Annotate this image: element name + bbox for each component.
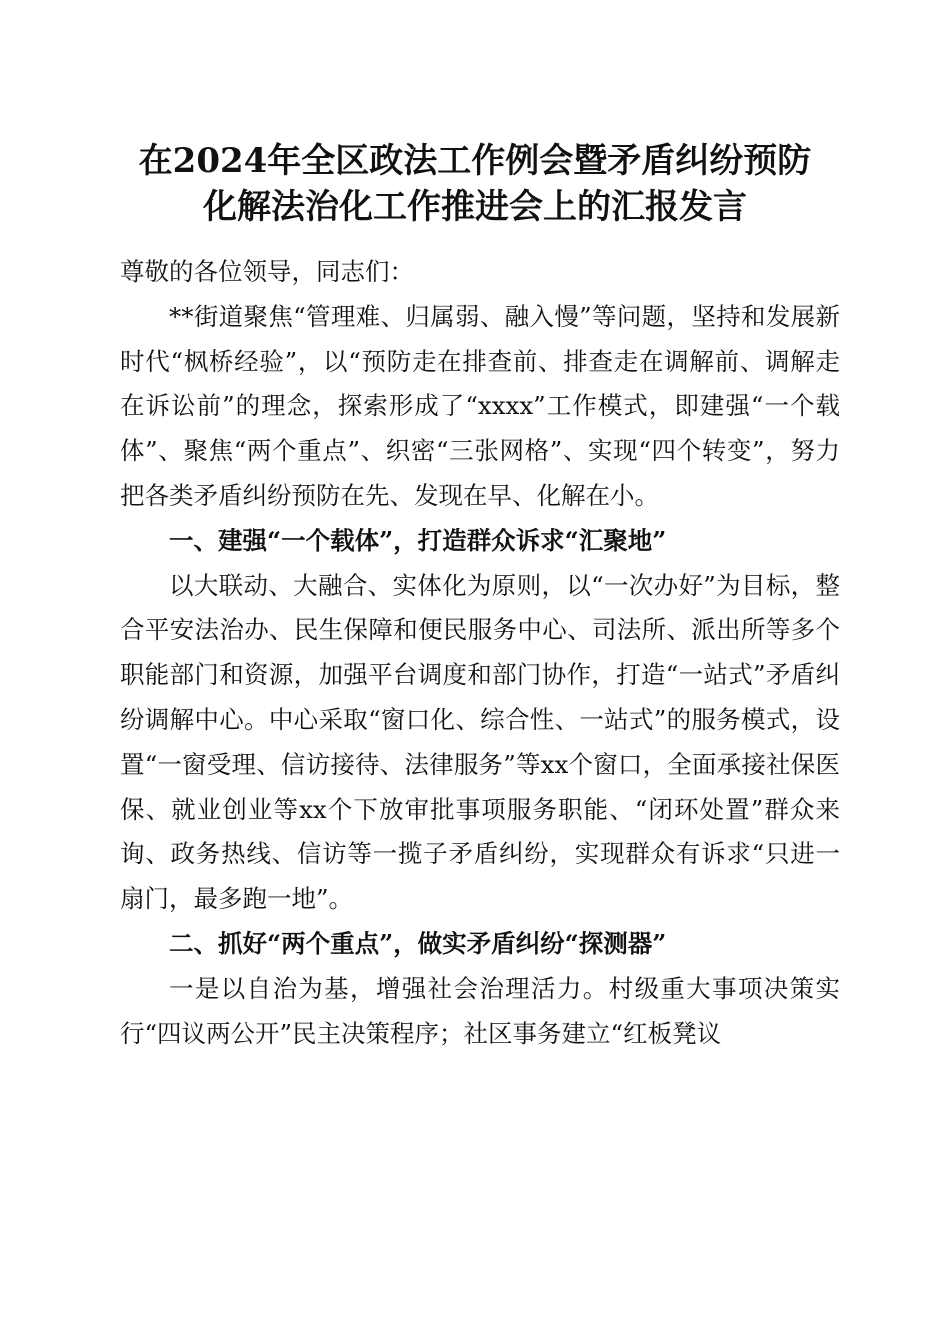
title-line-2: 化解法治化工作推进会上的汇报发言 <box>203 187 747 227</box>
section-2-paragraph: 一是以自治为基，增强社会治理活力。村级重大事项决策实行“四议两公开”民主决策程序；社区事务建立“红板凳议 <box>120 973 840 1048</box>
salutation: 尊敬的各位领导，同志们： <box>120 257 414 286</box>
section-2-heading: 二、抓好“两个重点”，做实矛盾纠纷“探测器” <box>169 928 667 958</box>
title-line-1: 在2024年全区政法工作例会暨矛盾纠纷预防 <box>138 141 812 181</box>
section-1-paragraph: 以大联动、大融合、实体化为原则，以“一次办好”为目标，整合平安法治办、民生保障和便民服务中心、司法所、派出所等多个职能部门和资源，加强平台调度和部门协作，打造“一站式”矛盾纠纷调解中心。中心采取“窗口化、综合性、一站式”的服务模式，设置“一窗受理、信访接待、法律服务”等xx个窗口，全面承接社保医保、就业创业等xx个下放审批事项服务职能、“闭环处置”群众来询、政务热线、信访等一揽子矛盾纠纷，实现群众有诉求“只进一扇门，最多跑一地”。 <box>120 570 840 914</box>
document-title <box>100 138 850 230</box>
document-body <box>120 250 840 1056</box>
intro-paragraph: **街道聚焦“管理难、归属弱、融入慢”等问题，坚持和发展新时代“枫桥经验”，以“预防走在排查前、排查走在调解前、调解走在诉讼前”的理念，探索形成了“xxxx”工作模式，即建强“一个载体”、聚焦“两个重点”、织密“三张网格”、实现“四个转变”，努力把各类矛盾纠纷预防在先、发现在早、化解在小。 <box>120 301 840 510</box>
section-1-heading: 一、建强“一个载体”，打造群众诉求“汇聚地” <box>169 525 667 555</box>
